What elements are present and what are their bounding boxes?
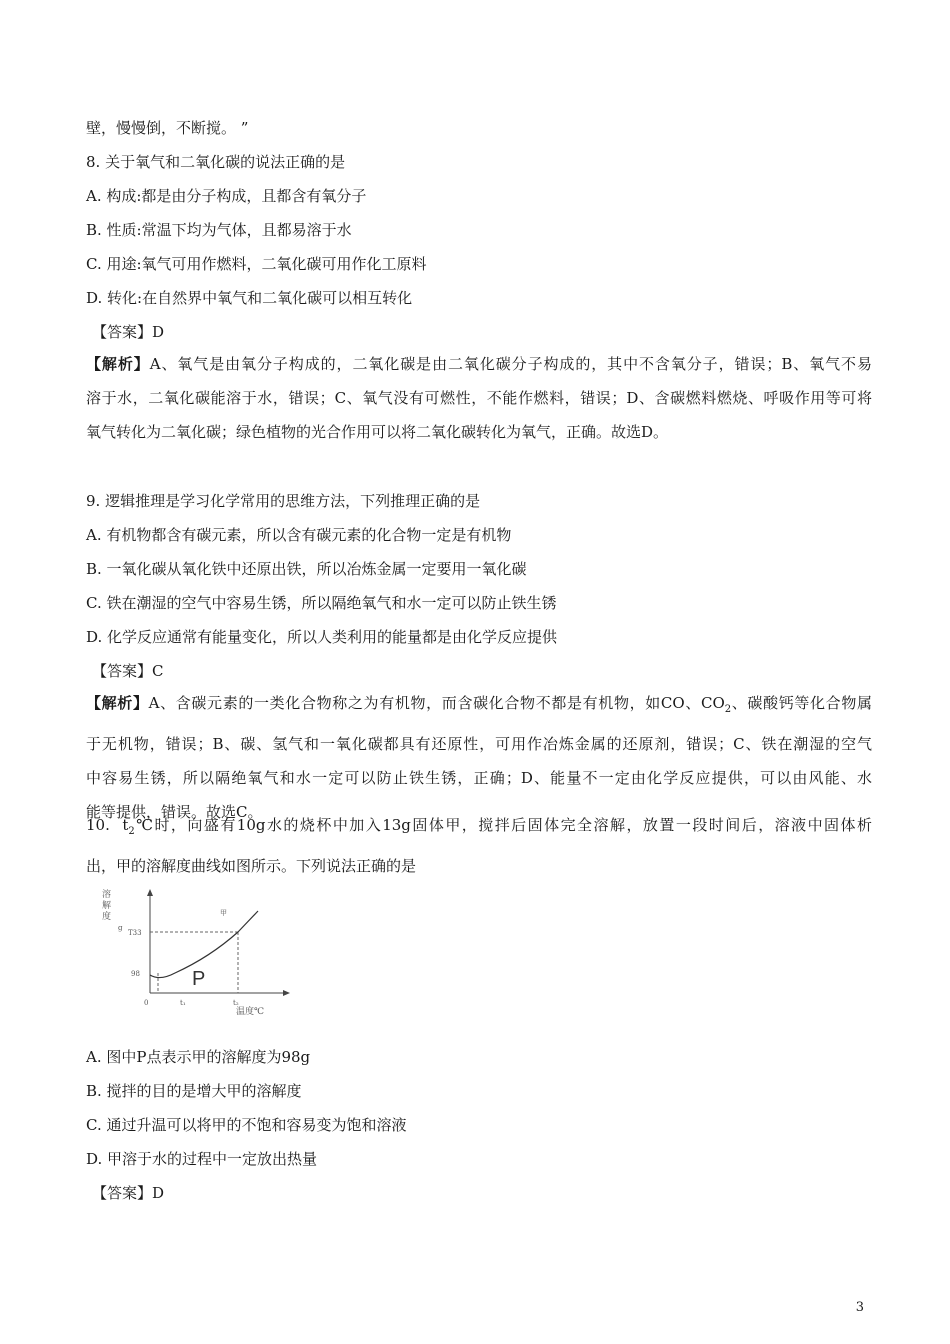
explanation-8 [86,347,872,449]
question-text: ℃时，向盛有10g水的烧杯中加入13g固体甲，搅拌后固体完全溶解，放置一段时间后，溶液中固体析 [134,816,872,834]
question-10-option-a: A. 图中P点表示甲的溶解度为98g [86,1048,311,1066]
question-9-option-c: C. 铁在潮湿的空气中容易生锈，所以隔绝氧气和水一定可以防止铁生锈 [86,594,557,612]
origin-label: 0 [144,999,149,1007]
question-10-option-b: B. 搅拌的目的是增大甲的溶解度 [86,1082,302,1100]
y-axis-label: 解 [102,901,112,911]
question-10-row [86,808,872,849]
y-axis-unit: g [118,924,123,932]
question-9-option-b: B. 一氧化碳从氧化铁中还原出铁，所以冶炼金属一定要用一氧化碳 [86,560,527,578]
explanation-8-row: 氧气转化为二氧化碳；绿色植物的光合作用可以将二氧化碳转化为氧气，正确。故选D。 [86,423,669,441]
y-axis-label: 度 [102,912,112,922]
answer-9: 【答案】C [92,662,164,680]
subscript: 2 [724,704,732,715]
explanation-8-row [86,347,872,381]
y-tick-label: 98 [131,970,140,978]
question-10-option-c: C. 通过升温可以将甲的不饱和容易变为饱和溶液 [86,1116,407,1134]
explanation-text: 、碳酸钙等化合物属 [731,694,872,712]
question-9-option-d: D. 化学反应通常有能量变化，所以人类利用的能量都是由化学反应提供 [86,628,558,646]
explanation-8-row: 溶于水，二氧化碳能溶于水，错误；C、氧气没有可燃性，不能作燃料，错误；D、含碳燃料燃烧、呼吸作用等可将 [86,389,872,407]
subscript: 2 [128,826,135,837]
question-10-row: 出，甲的溶解度曲线如图所示。下列说法正确的是 [86,857,417,875]
question-number: 10. [86,816,110,834]
explanation-text: A、氧气是由氧分子构成的，二氧化碳是由二氧化碳分子构成的，其中不含氧分子，错误；B、氧气不易 [149,355,872,373]
question-10-option-d: D. 甲溶于水的过程中一定放出热量 [86,1150,318,1168]
question-8-option-a: A. 构成:都是由分子构成，且都含有氧分子 [86,187,367,205]
x-tick-label: t₁ [180,999,186,1007]
question-10 [86,808,872,883]
explanation-9-row: 能等提供，错误。故选C。 [86,803,263,821]
x-axis-label: 温度℃ [236,1007,265,1015]
question-8-option-b: B. 性质:常温下均为气体，且都易溶于水 [86,221,352,239]
point-label: P [192,968,206,990]
question-8: 8. 关于氧气和二氧化碳的说法正确的是 [86,153,346,171]
explanation-9-row [86,686,872,727]
x-axis-arrow [283,990,290,996]
explanation-label: 【解析】 [86,694,149,712]
y-axis-arrow [147,889,153,896]
series-label: 甲 [220,909,227,917]
explanation-9-row: 于无机物，错误；B、碳、氢气和一氧化碳都具有还原性，可用作冶炼金属的还原剂，错误；C、铁在潮湿的空气 [86,735,872,753]
y-axis-label: 溶 [102,890,112,900]
answer-8: 【答案】D [92,323,165,341]
solubility-curve-figure [100,885,300,1015]
question-9: 9. 逻辑推理是学习化学常用的思维方法，下列推理正确的是 [86,492,481,510]
answer-10: 【答案】D [92,1184,165,1202]
explanation-text: A、含碳元素的一类化合物称之为有机物，而含碳化合物不都是有机物，如CO、CO [148,694,725,712]
page-number: 3 [855,1300,864,1315]
explanation-label: 【解析】 [86,355,150,373]
explanation-9-row: 中容易生锈，所以隔绝氧气和水一定可以防止铁生锈，正确；D、能量不一定由化学反应提供，可以由风能、水 [86,769,872,787]
question-9-option-a: A. 有机物都含有碳元素，所以含有碳元素的化合物一定是有机物 [86,526,512,544]
text-line: 壁，慢慢倒，不断搅。 ” [86,119,249,137]
temperature-symbol: t [122,816,129,834]
question-8-option-d: D. 转化:在自然界中氧气和二氧化碳可以相互转化 [86,289,413,307]
question-8-option-c: C. 用途:氧气可用作燃料，二氧化碳可用作化工原料 [86,255,427,273]
y-tick-label: T33 [128,929,142,937]
x-tick-label: t₂ [233,999,239,1007]
